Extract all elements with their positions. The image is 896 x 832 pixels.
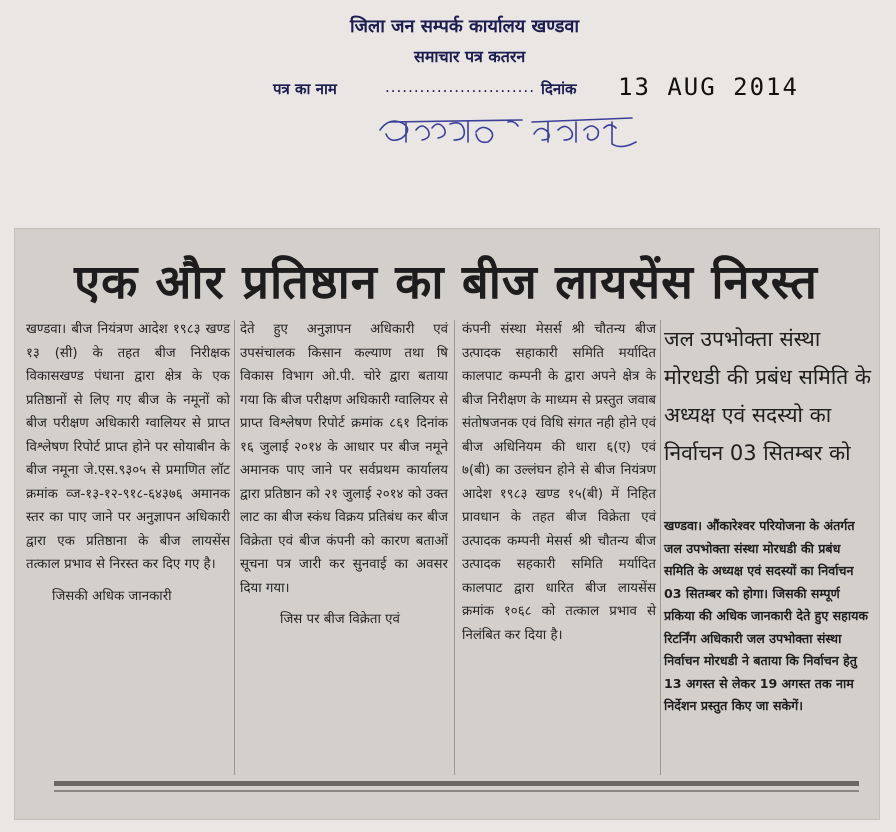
article-text-3: कंपनी संस्था मेसर्स श्री चौतन्य बीज उत्पादक सहाकारी समिति मर्यादित कालपाट कम्पनी के द्वारा अपने क्षेत्र के बीज निरीक्षण के माध्यम से प्रस्तुत जवाब संतोषजनक एवं विधि संगत नही होने एवं बीज अधिनियम की धारा ६(ए) एवं ७(बी) का उल्लंघन होने से बीज नियंत्रण आदेश १९८३ खण्ड १५(बी) में निहित प्रावधान के तहत बीज विक्रेता एवं उत्पादक कम्पनी मेसर्स श्री चौतन्य बीज उत्पादक सहकारी समिति मर्यादित कालपाट द्वारा धारित बीज लायसेंस क्रमांक १०६८ को तत्काल प्रभाव से निलंबित कर दिया है। xyxy=(462,322,656,643)
column-divider xyxy=(234,320,235,775)
article-column-3 xyxy=(462,318,656,647)
headline: एक और प्रतिष्ठान का बीज लायसेंस निरस्त xyxy=(74,255,818,310)
article-column-2 xyxy=(240,318,448,632)
side-article-text: खण्डवा। औंकारेश्वर परियोजना के अंतर्गत जल उपभोक्ता संस्था मोरधडी की प्रबंध समिति के अध्यक्ष एवं सदस्यों का निर्वाचन 03 सितम्बर को होगा। जिसकी सम्पूर्ण प्रकिया की अधिक जानकारी देते हुए सहायक रिटर्निंग अधिकारी जल उपभोक्ता संस्था निर्वाचन मोरधडी ने बताया कि निर्वाचन हेतु 13 अगस्त से लेकर 19 अगस्त तक नाम निर्देशन प्रस्तुत किए जा सकेगें। xyxy=(664,518,869,713)
handwritten-newspaper-name xyxy=(372,108,672,160)
date-stamp: 13 AUG 2014 xyxy=(618,73,799,101)
office-title: जिला जन सम्पर्क कार्यालय खण्डवा xyxy=(350,16,580,37)
paper-name-label: पत्र का नाम xyxy=(273,80,337,98)
clipping-subtitle: समाचार पत्र कतरन xyxy=(414,47,526,66)
article-text-1-tail: जिसकी अधिक जानकारी xyxy=(52,588,172,604)
column-divider xyxy=(660,320,661,775)
clipping-meta xyxy=(273,75,813,103)
bottom-rule xyxy=(54,781,859,786)
article-column-1 xyxy=(26,318,230,608)
side-headline: जल उपभोक्ता संस्था मोरधडी की प्रबंध समिति के अध्यक्ष एवं सदस्यो का निर्वाचन 03 सितम्बर को xyxy=(664,327,872,465)
article-clipping xyxy=(14,228,880,820)
article-text-1: खण्डवा। बीज नियंत्रण आदेश १९८३ खण्ड १३ (सी) के तहत बीज निरीक्षक विकासखण्ड पंधाना द्वारा क्षेत्र के एक प्रतिष्ठानों से लिए गए बीज के नमूनों को बीज परीक्षण अधिकारी ग्वालियर से प्राप्त विश्लेषण रिपोर्ट प्राप्त होने पर सोयाबीन के बीज नमूना जे.एस.९३०५ से प्रमाणित लॉट क्रमांक व्ज-१३-१२-९१८-६४३७६ अमानक स्तर का पाए जाने पर अनुज्ञापन अधिकारी द्वारा एक प्रतिष्ठाना के बीज लायसेंस तत्काल प्रभाव से निरस्त कर दिए गए है। xyxy=(26,322,230,572)
paper-name-dots: .......................... xyxy=(385,78,535,96)
article-text-2-tail: जिस पर बीज विक्रेता एवं xyxy=(280,612,400,627)
column-divider xyxy=(454,320,455,775)
article-text-2: देते हुए अनुज्ञापन अधिकारी एवं उपसंचालक किसान कल्याण तथा षि विकास विभाग ओ.पी. चोरे द्वारा बताया गया कि बीज परीक्षण अधिकारी ग्वालियर से प्राप्त विश्लेषण रिपोर्ट क्रमांक ८६१ दिनांक १६ जुलाई २०१४ के आधार पर बीज नमूने अमानक पाए जाने पर सर्वप्रथम कार्यालय द्वारा प्रतिष्ठान को २१ जुलाई २०१४ को उक्त लाट का बीज स्कंध विक्रय प्रतिबंध कर बीज विक्रेता एवं बीज कंपनी को कारण बताओं सूचना पत्र जारी कर सुनवाई का अवसर दिया गया। xyxy=(240,322,448,596)
bottom-rule xyxy=(54,790,859,792)
date-label: दिनांक xyxy=(541,80,577,98)
